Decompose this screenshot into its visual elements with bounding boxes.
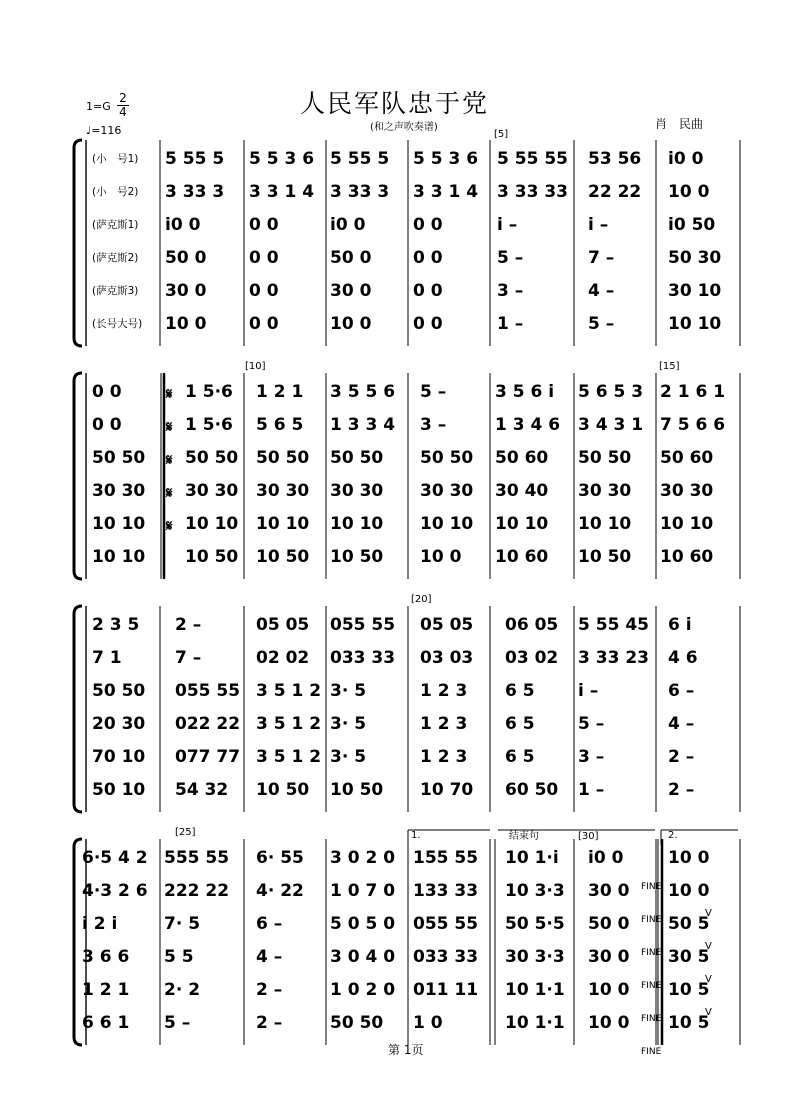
measure-cell: 0 0: [413, 215, 443, 235]
rehearsal-mark-5: [5]: [494, 129, 509, 140]
measure-cell: 50 50: [92, 448, 146, 468]
measure-cell: 50 60: [660, 448, 714, 468]
measure-cell: 5 55 5: [165, 149, 225, 169]
measure-cell: 10 50: [185, 547, 239, 567]
measure-cell: 0 0: [413, 248, 443, 268]
measure-cell: 30 40: [495, 481, 549, 501]
measure-cell: 3 5 6 i: [495, 382, 555, 402]
measure-cell: 6 5: [505, 747, 535, 767]
measure-cell: 033 33: [413, 947, 479, 967]
measure-cell: 3 6 6: [82, 947, 130, 967]
measure-cell: i –: [588, 215, 609, 235]
measure-cell: 30 30: [420, 481, 474, 501]
system-bracket: [74, 606, 82, 812]
measure-cell: 30 30: [92, 481, 146, 501]
measure-cell: 5 –: [420, 382, 447, 402]
measure-cell: 3· 5: [330, 747, 367, 767]
measure-cell: 3· 5: [330, 714, 367, 734]
measure-cell: 10 1·i: [505, 848, 559, 868]
measure-cell: 50 60: [495, 448, 549, 468]
measure-cell: 3 5 1 2: [256, 681, 322, 701]
measure-cell: 6 –: [668, 681, 695, 701]
measure-cell: 3 –: [497, 281, 524, 301]
measure-cell: 30 3·3: [505, 947, 565, 967]
measure-cell: 10 0: [668, 182, 710, 202]
measure-cell: 033 33: [330, 648, 396, 668]
time-signature-bottom: 4: [119, 105, 127, 119]
fine-marking: FINE: [641, 948, 662, 958]
measure-cell: 10 0: [420, 547, 462, 567]
measure-cell: 5 –: [588, 314, 615, 334]
measure-cell: 1 –: [578, 780, 605, 800]
measure-cell: 2 –: [668, 780, 695, 800]
subtitle: (和之声吹奏谱): [370, 122, 438, 133]
measure-cell: 02 02: [256, 648, 310, 668]
measure-cell: 1 5·6: [185, 415, 233, 435]
measure-cell: 5 –: [578, 714, 605, 734]
page-number: 第 1页: [388, 1043, 424, 1057]
measure-cell: 011 11: [413, 980, 479, 1000]
measure-cell: 6 –: [256, 914, 283, 934]
measure-cell: 0 0: [249, 248, 279, 268]
measure-cell: 2 –: [256, 980, 283, 1000]
measure-cell: 30 10: [668, 281, 722, 301]
measure-cell: 6 5: [505, 714, 535, 734]
measure-cell: 022 22: [175, 714, 241, 734]
measure-cell: 1 5·6: [185, 382, 233, 402]
measure-cell: 0 0: [413, 314, 443, 334]
measure-cell: 3 33 33: [497, 182, 568, 202]
measure-cell: 3 0 2 0: [330, 848, 396, 868]
segno-icon: 𝄋: [166, 484, 173, 502]
measure-cell: 0 0: [249, 215, 279, 235]
measure-cell: i0 0: [165, 215, 201, 235]
measure-cell: 50 50: [92, 681, 146, 701]
measure-cell: 6·5 4 2: [82, 848, 148, 868]
measure-cell: 0 0: [249, 281, 279, 301]
measure-cell: 4 6: [668, 648, 698, 668]
measure-cell: 4· 22: [256, 881, 304, 901]
measure-cell: 7 –: [175, 648, 202, 668]
measure-cell: i 2 i: [82, 914, 118, 934]
measure-cell: 22 22: [588, 182, 642, 202]
measure-cell: 3 3 1 4: [249, 182, 315, 202]
instrument-trombone-tuba: (长号大号): [92, 318, 143, 330]
measure-cell: 0 0: [92, 415, 122, 435]
measure-cell: 10 10: [92, 547, 146, 567]
measure-cell: 10 10: [420, 514, 474, 534]
measure-cell: 6 6 1: [82, 1013, 130, 1033]
measure-cell: 3 0 4 0: [330, 947, 396, 967]
measure-cell: 10 10: [495, 514, 549, 534]
measure-cell: 10 0: [668, 881, 710, 901]
measure-cell: 03 02: [505, 648, 559, 668]
measure-cell: 10 0: [330, 314, 372, 334]
measure-cell: 10 50: [256, 547, 310, 567]
measure-cell: 3 33 3: [330, 182, 390, 202]
fine-marking: FINE: [641, 1014, 662, 1024]
measure-cell: 133 33: [413, 881, 479, 901]
measure-cell: 5 –: [164, 1013, 191, 1033]
rehearsal-mark-25: [25]: [175, 827, 196, 838]
measure-cell: 10 10: [185, 514, 239, 534]
measure-cell: 1 0 2 0: [330, 980, 396, 1000]
measure-cell: 10 60: [660, 547, 714, 567]
measure-cell: 3 –: [420, 415, 447, 435]
measure-cell: 155 55: [413, 848, 479, 868]
measure-cell: 7 1: [92, 648, 122, 668]
measure-cell: 1 2 3: [420, 747, 468, 767]
rehearsal-mark-15: [15]: [659, 361, 680, 372]
fine-marking: FINE: [641, 981, 662, 991]
measure-cell: 10 50: [256, 780, 310, 800]
measure-cell: 7 5 6 6: [660, 415, 726, 435]
measure-cell: 30 5: [668, 947, 710, 967]
measure-cell: 3 5 5 6: [330, 382, 396, 402]
measure-cell: 10 10: [660, 514, 714, 534]
measure-cell: 10 60: [495, 547, 549, 567]
measure-cell: 10 50: [330, 547, 384, 567]
system-bracket: [74, 140, 82, 346]
measure-cell: 10 10: [330, 514, 384, 534]
measure-cell: 50 50: [330, 1013, 384, 1033]
fine-marking: FINE: [641, 882, 662, 892]
measure-cell: 60 50: [505, 780, 559, 800]
system-bracket: [74, 373, 82, 579]
volta-2-label: 2.: [668, 830, 678, 841]
segno-icon: 𝄋: [166, 385, 173, 403]
key-signature: 1=G: [86, 100, 111, 113]
measure-cell: 2 1 6 1: [660, 382, 726, 402]
instrument-trumpet-1: (小 号1): [92, 153, 139, 165]
instrument-trumpet-2: (小 号2): [92, 186, 139, 198]
measure-cell: 10 10: [256, 514, 310, 534]
measure-cell: 10 10: [92, 514, 146, 534]
measure-cell: 50 0: [165, 248, 207, 268]
measure-cell: 10 50: [330, 780, 384, 800]
measure-cell: 50 50: [256, 448, 310, 468]
measure-cell: 5 0 5 0: [330, 914, 396, 934]
measure-cell: 20 30: [92, 714, 146, 734]
system-bracket: [74, 839, 82, 1045]
measure-cell: 0 0: [92, 382, 122, 402]
measure-cell: 70 10: [92, 747, 146, 767]
measure-cell: 555 55: [164, 848, 230, 868]
measure-cell: 5 5: [164, 947, 194, 967]
rehearsal-mark-30: [30]: [578, 831, 599, 842]
measure-cell: 6 i: [668, 615, 692, 635]
measure-cell: 5 5 3 6: [249, 149, 315, 169]
measure-cell: 50 10: [92, 780, 146, 800]
measure-cell: 30 0: [588, 881, 630, 901]
measure-cell: 10 0: [165, 314, 207, 334]
measure-cell: 7 –: [588, 248, 615, 268]
breath-mark: V: [705, 974, 712, 985]
segno-icon: 𝄋: [166, 517, 173, 535]
measure-cell: 05 05: [420, 615, 474, 635]
measure-cell: 30 30: [660, 481, 714, 501]
measure-cell: 54 32: [175, 780, 229, 800]
measure-cell: 50 50: [420, 448, 474, 468]
rehearsal-mark-10: [10]: [245, 361, 266, 372]
composer: 肖 民曲: [655, 117, 704, 131]
measure-cell: 10 50: [578, 547, 632, 567]
measure-cell: i0 0: [330, 215, 366, 235]
measure-cell: 1 2 1: [82, 980, 130, 1000]
measure-cell: 05 05: [256, 615, 310, 635]
measure-cell: 1 0 7 0: [330, 881, 396, 901]
measure-cell: 50 0: [330, 248, 372, 268]
measure-cell: 2 –: [668, 747, 695, 767]
measure-cell: 4·3 2 6: [82, 881, 148, 901]
instrument-sax-1: (萨克斯1): [92, 219, 139, 231]
measure-cell: 3 5 1 2: [256, 747, 322, 767]
measure-cell: 1 2 3: [420, 681, 468, 701]
segno-icon: 𝄋: [166, 418, 173, 436]
instrument-sax-3: (萨克斯3): [92, 285, 139, 297]
measure-cell: 10 10: [668, 314, 722, 334]
measure-cell: 4 –: [668, 714, 695, 734]
measure-cell: 6· 55: [256, 848, 304, 868]
measure-cell: 2 –: [256, 1013, 283, 1033]
page-title: 人民军队忠于党: [300, 89, 490, 118]
measure-cell: 30 30: [256, 481, 310, 501]
measure-cell: 10 70: [420, 780, 474, 800]
measure-cell: 1 2 1: [256, 382, 304, 402]
segno-icon: 𝄋: [166, 451, 173, 469]
breath-mark: V: [705, 941, 712, 952]
measure-cell: 4 –: [588, 281, 615, 301]
measure-cell: 5 55 55: [497, 149, 568, 169]
measure-cell: 055 55: [330, 615, 396, 635]
measure-cell: 6 5: [505, 681, 535, 701]
measure-cell: i0 0: [588, 848, 624, 868]
measure-cell: 30 0: [165, 281, 207, 301]
measure-cell: 2· 2: [164, 980, 201, 1000]
measure-cell: 50 5·5: [505, 914, 565, 934]
measure-cell: 1 3 3 4: [330, 415, 396, 435]
measure-cell: 3 4 3 1: [578, 415, 644, 435]
measure-cell: 30 30: [330, 481, 384, 501]
measure-cell: 10 5: [668, 980, 710, 1000]
measure-cell: 06 05: [505, 615, 559, 635]
measure-cell: 3 33 3: [165, 182, 225, 202]
measure-cell: 1 3 4 6: [495, 415, 561, 435]
measure-cell: 10 0: [588, 1013, 630, 1033]
measure-cell: 1 0: [413, 1013, 443, 1033]
measure-cell: 5 55 45: [578, 615, 649, 635]
ending-label: 结束句: [509, 831, 539, 842]
measure-cell: 7· 5: [164, 914, 201, 934]
measure-cell: 0 0: [249, 314, 279, 334]
measure-cell: i0 0: [668, 149, 704, 169]
measure-cell: 30 30: [185, 481, 239, 501]
time-signature-top: 2: [117, 92, 129, 106]
measure-cell: 5 –: [497, 248, 524, 268]
measure-cell: 10 3·3: [505, 881, 565, 901]
measure-cell: 50 50: [330, 448, 384, 468]
measure-cell: 5 6 5: [256, 415, 304, 435]
measure-cell: 3 3 1 4: [413, 182, 479, 202]
measure-cell: 222 22: [164, 881, 230, 901]
measure-cell: 53 56: [588, 149, 642, 169]
breath-mark: V: [705, 908, 712, 919]
measure-cell: i –: [497, 215, 518, 235]
measure-cell: 10 0: [588, 980, 630, 1000]
measure-cell: 10 5: [668, 1013, 710, 1033]
measure-cell: 10 0: [668, 848, 710, 868]
measure-cell: 5 5 3 6: [413, 149, 479, 169]
measure-cell: 0 0: [413, 281, 443, 301]
measure-cell: 50 5: [668, 914, 710, 934]
measure-cell: 055 55: [175, 681, 241, 701]
measure-cell: i0 50: [668, 215, 716, 235]
fine-marking: FINE: [641, 1047, 662, 1057]
measure-cell: 03 03: [420, 648, 474, 668]
breath-mark: V: [705, 1007, 712, 1018]
measure-cell: 3 5 1 2: [256, 714, 322, 734]
measure-cell: 30 0: [588, 947, 630, 967]
volta-1-label: 1.: [411, 830, 421, 841]
measure-cell: 50 0: [588, 914, 630, 934]
measure-cell: 1 –: [497, 314, 524, 334]
measure-cell: 3 –: [578, 747, 605, 767]
measure-cell: 3· 5: [330, 681, 367, 701]
tempo-marking: ♩=116: [86, 124, 122, 137]
measure-cell: 30 0: [330, 281, 372, 301]
measure-cell: 3 33 23: [578, 648, 649, 668]
measure-cell: 10 10: [578, 514, 632, 534]
measure-cell: 5 6 5 3: [578, 382, 644, 402]
measure-cell: 10 1·1: [505, 1013, 565, 1033]
measure-cell: 2 3 5: [92, 615, 140, 635]
measure-cell: 1 2 3: [420, 714, 468, 734]
measure-cell: 5 55 5: [330, 149, 390, 169]
measure-cell: 2 –: [175, 615, 202, 635]
measure-cell: 10 1·1: [505, 980, 565, 1000]
measure-cell: i –: [578, 681, 599, 701]
measure-cell: 30 30: [578, 481, 632, 501]
measure-cell: 077 77: [175, 747, 241, 767]
measure-cell: 4 –: [256, 947, 283, 967]
measure-cell: 055 55: [413, 914, 479, 934]
fine-marking: FINE: [641, 915, 662, 925]
measure-cell: 50 30: [668, 248, 722, 268]
rehearsal-mark-20: [20]: [411, 594, 432, 605]
instrument-sax-2: (萨克斯2): [92, 252, 139, 264]
measure-cell: 50 50: [185, 448, 239, 468]
measure-cell: 50 50: [578, 448, 632, 468]
